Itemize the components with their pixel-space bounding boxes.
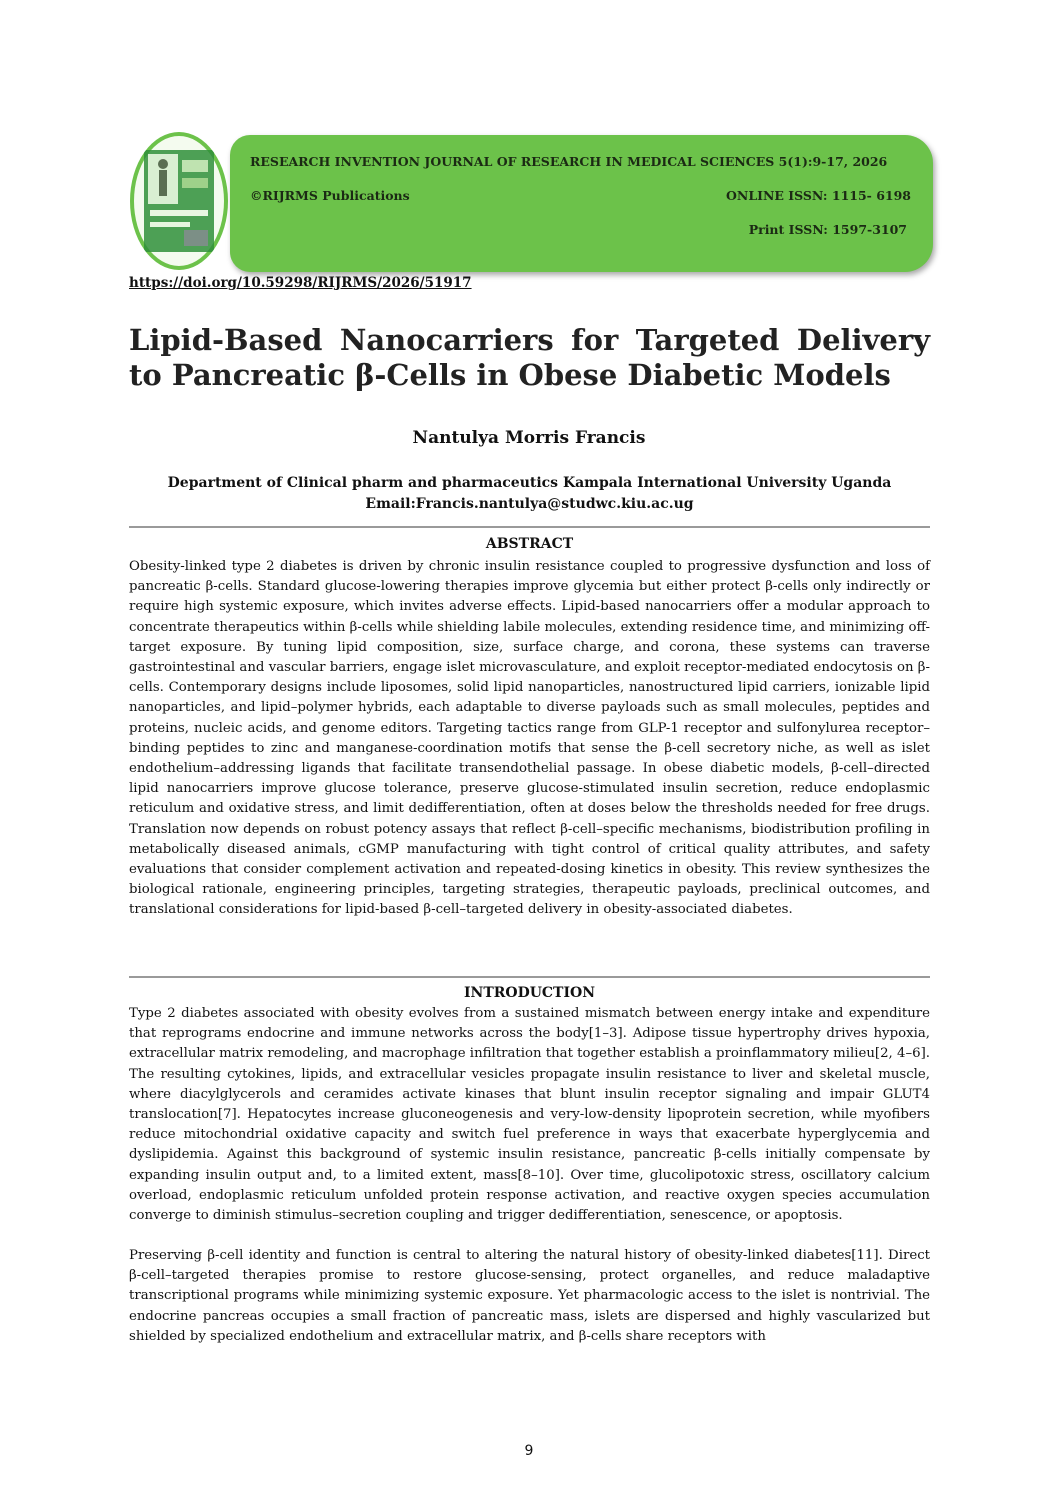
- author-affiliation: [129, 473, 930, 515]
- paper-title: Lipid-Based Nanocarriers for Targeted Delivery to Pancreatic β-Cells in Obese Diabetic Models: [129, 323, 930, 392]
- journal-logo: [130, 132, 228, 270]
- doi-link[interactable]: https://doi.org/10.59298/RIJRMS/2026/51917: [129, 275, 472, 291]
- journal-header-banner: [230, 135, 933, 272]
- page-number: 9: [524, 1443, 534, 1459]
- divider-abstract: [129, 976, 930, 978]
- online-issn: ONLINE ISSN: 1115- 6198: [726, 188, 911, 203]
- print-issn: Print ISSN: 1597-3107: [748, 222, 907, 237]
- author-name: Nantulya Morris Francis: [412, 428, 646, 448]
- author-email: Email:Francis.nantulya@studwc.kiu.ac.ug: [365, 496, 694, 512]
- introduction-heading: INTRODUCTION: [463, 985, 596, 1001]
- affiliation-text: Department of Clinical pharm and pharmaceutics Kampala International University Uganda: [167, 475, 892, 491]
- divider-top: [129, 526, 930, 528]
- introduction-paragraph-2: Preserving β-cell identity and function is central to altering the natural history of obesity-linked diabetes[11]. Direct β-cell–targeted therapies promise to restore glucose-sensing, protect organelles, and reduce maladaptive transcriptional programs while minimizing systemic exposure. Yet pharmacologic access to the islet is nontrivial. The endocrine pancreas occupies a small fraction of pancreatic mass, islets are dispersed and highly vascularized but shielded by specialized endothelium and extracellular matrix, and β-cells share receptors with: [129, 1248, 930, 1344]
- journal-name: RESEARCH INVENTION JOURNAL OF RESEARCH IN MEDICAL SCIENCES 5(1):9-17, 2026: [250, 154, 888, 169]
- introduction-paragraph-1: Type 2 diabetes associated with obesity evolves from a sustained mismatch between energy intake and expenditure that reprograms endocrine and immune networks across the body[1–3]. Adipose tissue hypertrophy drives hypoxia, extracellular matrix remodeling, and macrophage infiltration that together establish a proinflammatory milieu[2, 4–6]. The resulting cytokines, lipids, and extracellular vesicles propagate insulin resistance to liver and skeletal muscle, where diacylglycerols and ceramides activate kinases that blunt insulin receptor signaling and impair GLUT4 translocation[7]. Hepatocytes increase gluconeogenesis and very-low-density lipoprotein secretion, while myofibers reduce mitochondrial oxidative capacity and switch fuel preference in ways that exacerbate hyperglycemia and dyslipidemia. Against this background of systemic insulin resistance, pancreatic β-cells initially compensate by expanding insulin output and, to a limited extent, mass[8–10]. Over time, glucolipotoxic stress, oscillatory calcium overload, endoplasmic reticulum unfolded protein response activation, and reactive oxygen species accumulation converge to diminish stimulus–secretion coupling and trigger dedifferentiation, senescence, or apoptosis.: [129, 1006, 930, 1224]
- abstract-text: Obesity-linked type 2 diabetes is driven by chronic insulin resistance coupled to progressive dysfunction and loss of pancreatic β-cells. Standard glucose-lowering therapies improve glycemia but either protect β-cells only indirectly or require high systemic exposure, which invites adverse effects. Lipid-based nanocarriers offer a modular approach to concentrate therapeutics within β-cells while shielding labile molecules, extending residence time, and minimizing off-target exposure. By tuning lipid composition, size, surface charge, and corona, these systems can traverse gastrointestinal and vascular barriers, engage islet microvasculature, and exploit receptor-mediated endocytosis on β-cells. Contemporary designs include liposomes, solid lipid nanoparticles, nanostructured lipid carriers, ionizable lipid nanoparticles, and lipid–polymer hybrids, each adaptable to diverse payloads such as small molecules, peptides and proteins, nucleic acids, and genome editors. Targeting tactics range from GLP-1 receptor and sulfonylurea receptor–binding peptides to zinc and manganese-coordination motifs that sense the β-cell secretory niche, as well as islet endothelium–addressing ligands that facilitate transendothelial passage. In obese diabetic models, β-cell–directed lipid nanocarriers improve glucose tolerance, preserve glucose-stimulated insulin secretion, reduce endoplasmic reticulum and oxidative stress, and limit dedifferentiation, often at doses below the thresholds needed for free drugs. Translation now depends on robust potency assays that reflect β-cell–specific mechanisms, biodistribution profiling in metabolically diseased animals, cGMP manufacturing with tight control of critical quality attributes, and safety evaluations that consider complement activation and repeated-dosing kinetics in obesity. This review synthesizes the biological rationale, engineering principles, targeting strategies, therapeutic payloads, preclinical outcomes, and translational considerations for lipid-based β-cell–targeted delivery in obesity-associated diabetes.: [129, 559, 930, 918]
- publisher-label: ©RIJRMS Publications: [250, 188, 410, 203]
- abstract-heading: ABSTRACT: [485, 536, 574, 552]
